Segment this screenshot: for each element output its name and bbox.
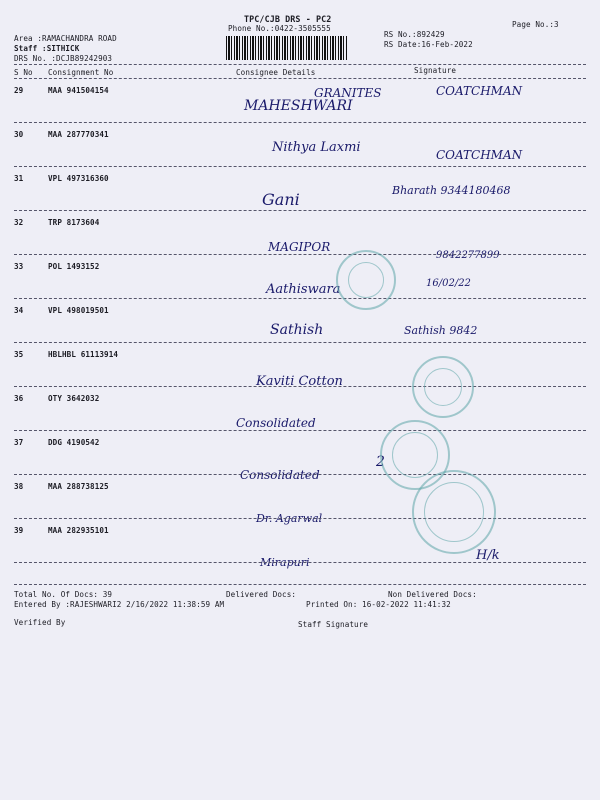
handwritten-signature: Bharath 9344180468 bbox=[392, 184, 511, 197]
handwritten-consignee: Sathish bbox=[270, 322, 324, 338]
row-sno: 36 bbox=[14, 394, 24, 403]
company-stamp bbox=[336, 250, 396, 310]
handwritten-consignee: Kaviti Cotton bbox=[256, 374, 343, 389]
row-divider bbox=[14, 166, 586, 167]
handwritten-signature: 9842277899 bbox=[436, 250, 500, 261]
verified-by: Verified By bbox=[14, 618, 66, 627]
handwritten-consignee: Mirapuri bbox=[260, 556, 310, 569]
row-sno: 31 bbox=[14, 174, 24, 183]
handwritten-consignee: Consolidated bbox=[240, 468, 320, 482]
divider bbox=[14, 78, 586, 79]
row-divider bbox=[14, 562, 586, 563]
row-divider bbox=[14, 210, 586, 211]
handwritten-consignee: MAGIPOR bbox=[268, 240, 331, 254]
rs-date: RS Date:16-Feb-2022 bbox=[384, 40, 473, 49]
row-consignment-number: DDG 4190542 bbox=[48, 438, 100, 447]
row-sno: 30 bbox=[14, 130, 24, 139]
handwritten-consignee: Aathiswara bbox=[266, 282, 341, 297]
handwritten-company: GRANITES bbox=[314, 86, 382, 100]
handwritten-consignee: Gani bbox=[262, 190, 300, 209]
handwritten-signature: COATCHMAN bbox=[436, 84, 523, 98]
row-consignment-number: POL 1493152 bbox=[48, 262, 100, 271]
row-sno: 39 bbox=[14, 526, 24, 535]
row-consignment-number: MAA 288738125 bbox=[48, 482, 109, 491]
row-consignment-number: MAA 282935101 bbox=[48, 526, 109, 535]
col-sno: S No bbox=[14, 68, 33, 77]
row-consignment-number: OTY 3642032 bbox=[48, 394, 100, 403]
handwritten-signature: COATCHMAN bbox=[436, 148, 523, 162]
handwritten-signature: 2 bbox=[376, 454, 385, 470]
area-label: Area :RAMACHANDRA ROAD bbox=[14, 34, 117, 43]
handwritten-consignee: Dr. Agarwal bbox=[256, 512, 323, 525]
staff-signature: Staff Signature bbox=[298, 620, 369, 629]
company-stamp bbox=[412, 356, 474, 418]
staff-label: Staff :SITHICK bbox=[14, 44, 80, 53]
total-docs: Total No. Of Docs: 39 bbox=[14, 590, 113, 599]
col-consignment: Consignment No bbox=[48, 68, 114, 77]
rs-number: RS No.:892429 bbox=[384, 30, 445, 39]
row-sno: 33 bbox=[14, 262, 24, 271]
page-number: Page No.:3 bbox=[512, 20, 559, 29]
entered-by: Entered By :RAJESHWARI2 2/16/2022 11:38:59 AM bbox=[14, 600, 225, 609]
row-consignment-number: VPL 497316360 bbox=[48, 174, 109, 183]
phone-number: Phone No.:0422-3505555 bbox=[228, 24, 331, 33]
handwritten-consignee: Consolidated bbox=[236, 416, 316, 430]
col-consignee: Consignee Details bbox=[236, 68, 316, 77]
row-consignment-number: TRP 8173604 bbox=[48, 218, 100, 227]
handwritten-consignee: MAHESHWARI bbox=[244, 98, 353, 114]
divider bbox=[14, 64, 586, 65]
handwritten-consignee: Nithya Laxmi bbox=[272, 140, 361, 155]
handwritten-signature: Sathish 9842 bbox=[404, 324, 478, 337]
row-sno: 32 bbox=[14, 218, 24, 227]
row-divider bbox=[14, 430, 586, 431]
row-consignment-number: VPL 498019501 bbox=[48, 306, 109, 315]
row-sno: 34 bbox=[14, 306, 24, 315]
row-sno: 29 bbox=[14, 86, 24, 95]
row-sno: 35 bbox=[14, 350, 24, 359]
row-divider bbox=[14, 386, 586, 387]
row-consignment-number: HBLHBL 61113914 bbox=[48, 350, 119, 359]
handwritten-signature: 16/02/22 bbox=[426, 278, 471, 289]
row-consignment-number: MAA 287770341 bbox=[48, 130, 109, 139]
non-delivered-docs: Non Delivered Docs: bbox=[388, 590, 477, 599]
row-divider bbox=[14, 342, 586, 343]
handwritten-signature: H/k bbox=[476, 548, 500, 563]
divider bbox=[14, 584, 586, 585]
row-divider bbox=[14, 298, 586, 299]
printed-on: Printed On: 16-02-2022 11:41:32 bbox=[306, 600, 451, 609]
row-consignment-number: MAA 941504154 bbox=[48, 86, 109, 95]
row-divider bbox=[14, 254, 586, 255]
sheet-title: TPC/CJB DRS - PC2 bbox=[244, 14, 332, 24]
delivered-docs: Delivered Docs: bbox=[226, 590, 297, 599]
barcode bbox=[226, 36, 348, 60]
row-divider bbox=[14, 122, 586, 123]
col-signature: Signature bbox=[414, 66, 457, 75]
row-sno: 38 bbox=[14, 482, 24, 491]
hospital-stamp bbox=[412, 470, 496, 554]
row-divider bbox=[14, 518, 586, 519]
drs-number: DRS No. :DCJB89242903 bbox=[14, 54, 113, 63]
row-sno: 37 bbox=[14, 438, 24, 447]
row-divider bbox=[14, 474, 586, 475]
